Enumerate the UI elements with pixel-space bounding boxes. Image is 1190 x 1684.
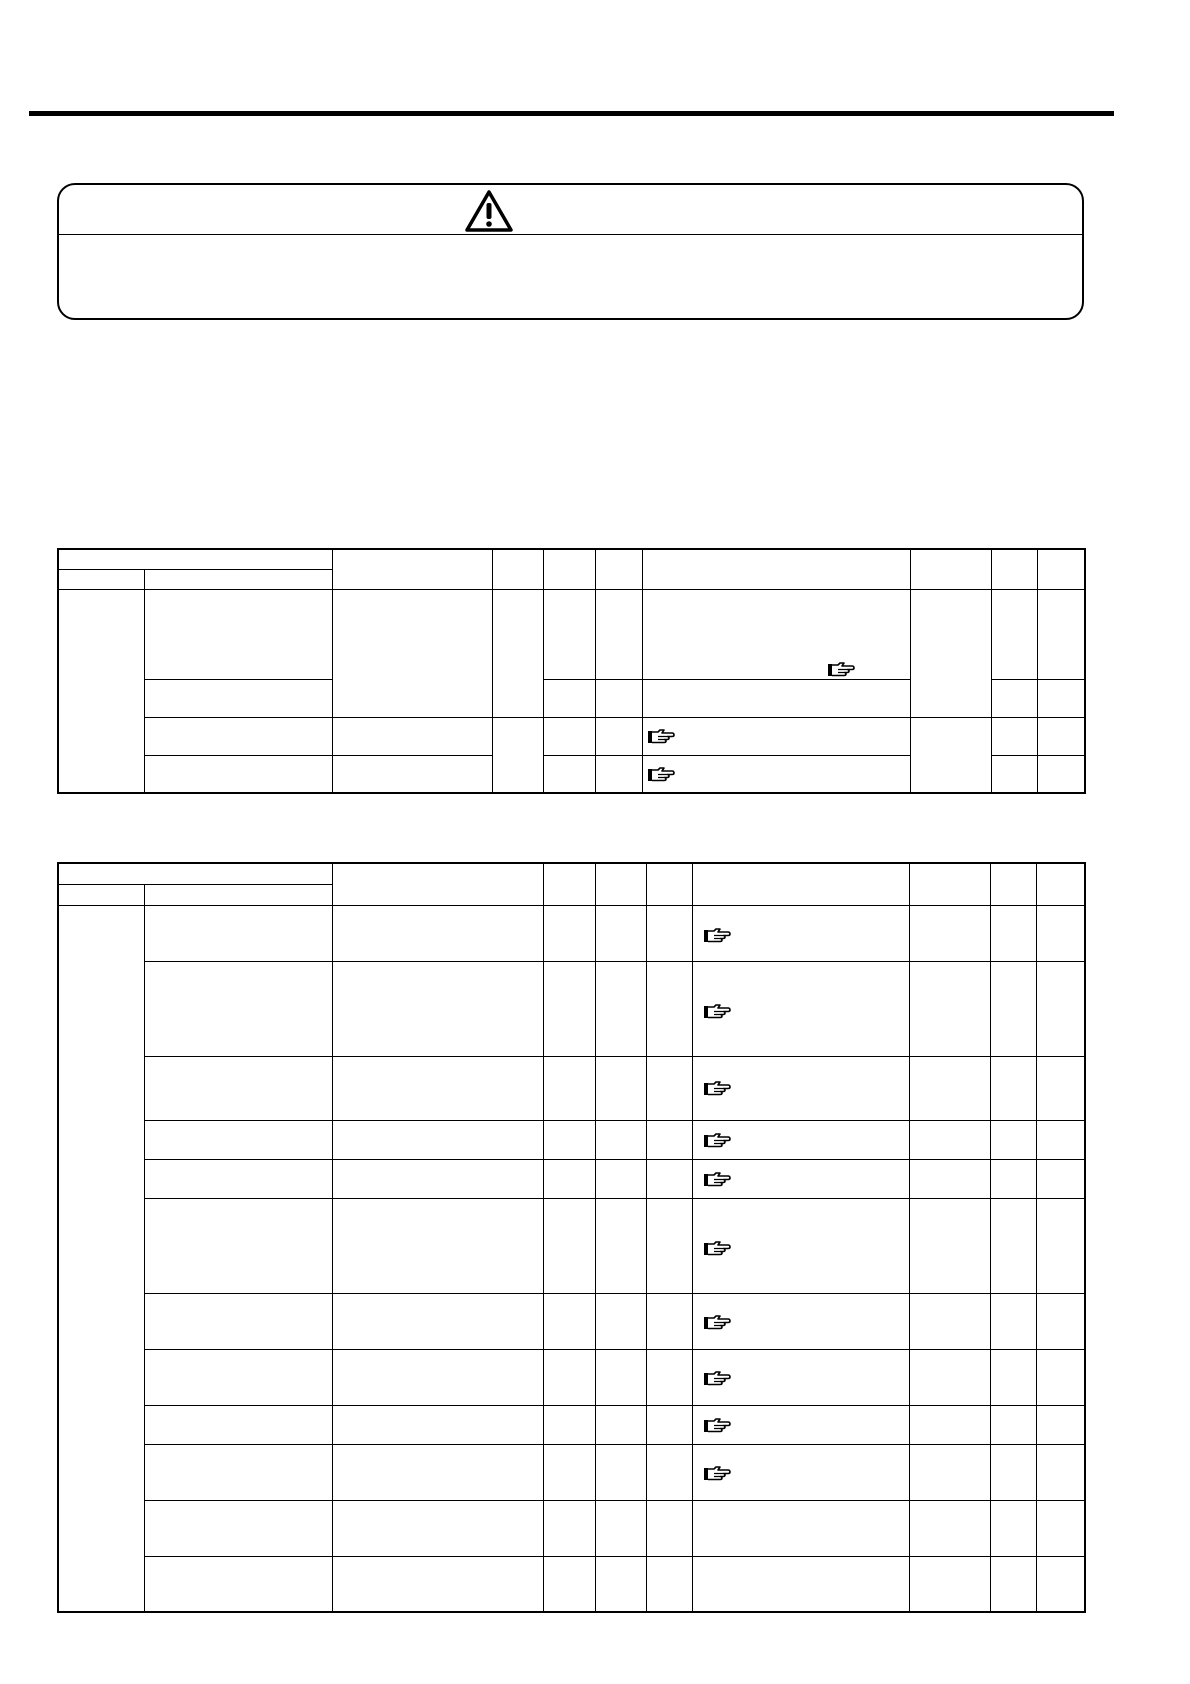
pointing-hand-reference-icon — [703, 1465, 731, 1481]
top-rule — [29, 111, 1114, 116]
table-row — [58, 1405, 1085, 1444]
table-row — [58, 1159, 1085, 1198]
pointing-hand-reference-icon — [703, 1417, 731, 1433]
table-row — [58, 1500, 1085, 1556]
spec-table-2 — [57, 862, 1086, 1613]
spec-table-1 — [57, 548, 1086, 794]
table-2-header-row — [58, 863, 1085, 884]
caution-header — [59, 185, 1082, 235]
caution-body — [59, 235, 1082, 320]
caution-box — [57, 183, 1084, 320]
table-row — [58, 1198, 1085, 1293]
pointing-hand-reference-icon — [647, 728, 675, 744]
table-row — [58, 1444, 1085, 1500]
pointing-hand-reference-icon — [703, 1370, 731, 1386]
table-row — [58, 589, 1085, 679]
table-row — [58, 1556, 1085, 1612]
pointing-hand-reference-icon — [703, 1314, 731, 1330]
table-row — [58, 961, 1085, 1056]
warning-triangle-icon — [464, 189, 514, 233]
pointing-hand-reference-icon — [703, 1003, 731, 1019]
table-row — [58, 1293, 1085, 1349]
table-row — [58, 1349, 1085, 1405]
pointing-hand-reference-icon — [703, 1171, 731, 1187]
pointing-hand-reference-icon — [703, 927, 731, 943]
pointing-hand-reference-icon — [827, 661, 855, 677]
pointing-hand-reference-icon — [703, 1080, 731, 1096]
table-row — [58, 905, 1085, 961]
table-1-header-row — [58, 549, 1085, 569]
table-row — [58, 1056, 1085, 1120]
pointing-hand-reference-icon — [703, 1240, 731, 1256]
table-row — [58, 1120, 1085, 1159]
pointing-hand-reference-icon — [647, 766, 675, 782]
pointing-hand-reference-icon — [703, 1132, 731, 1148]
table-row — [58, 717, 1085, 755]
